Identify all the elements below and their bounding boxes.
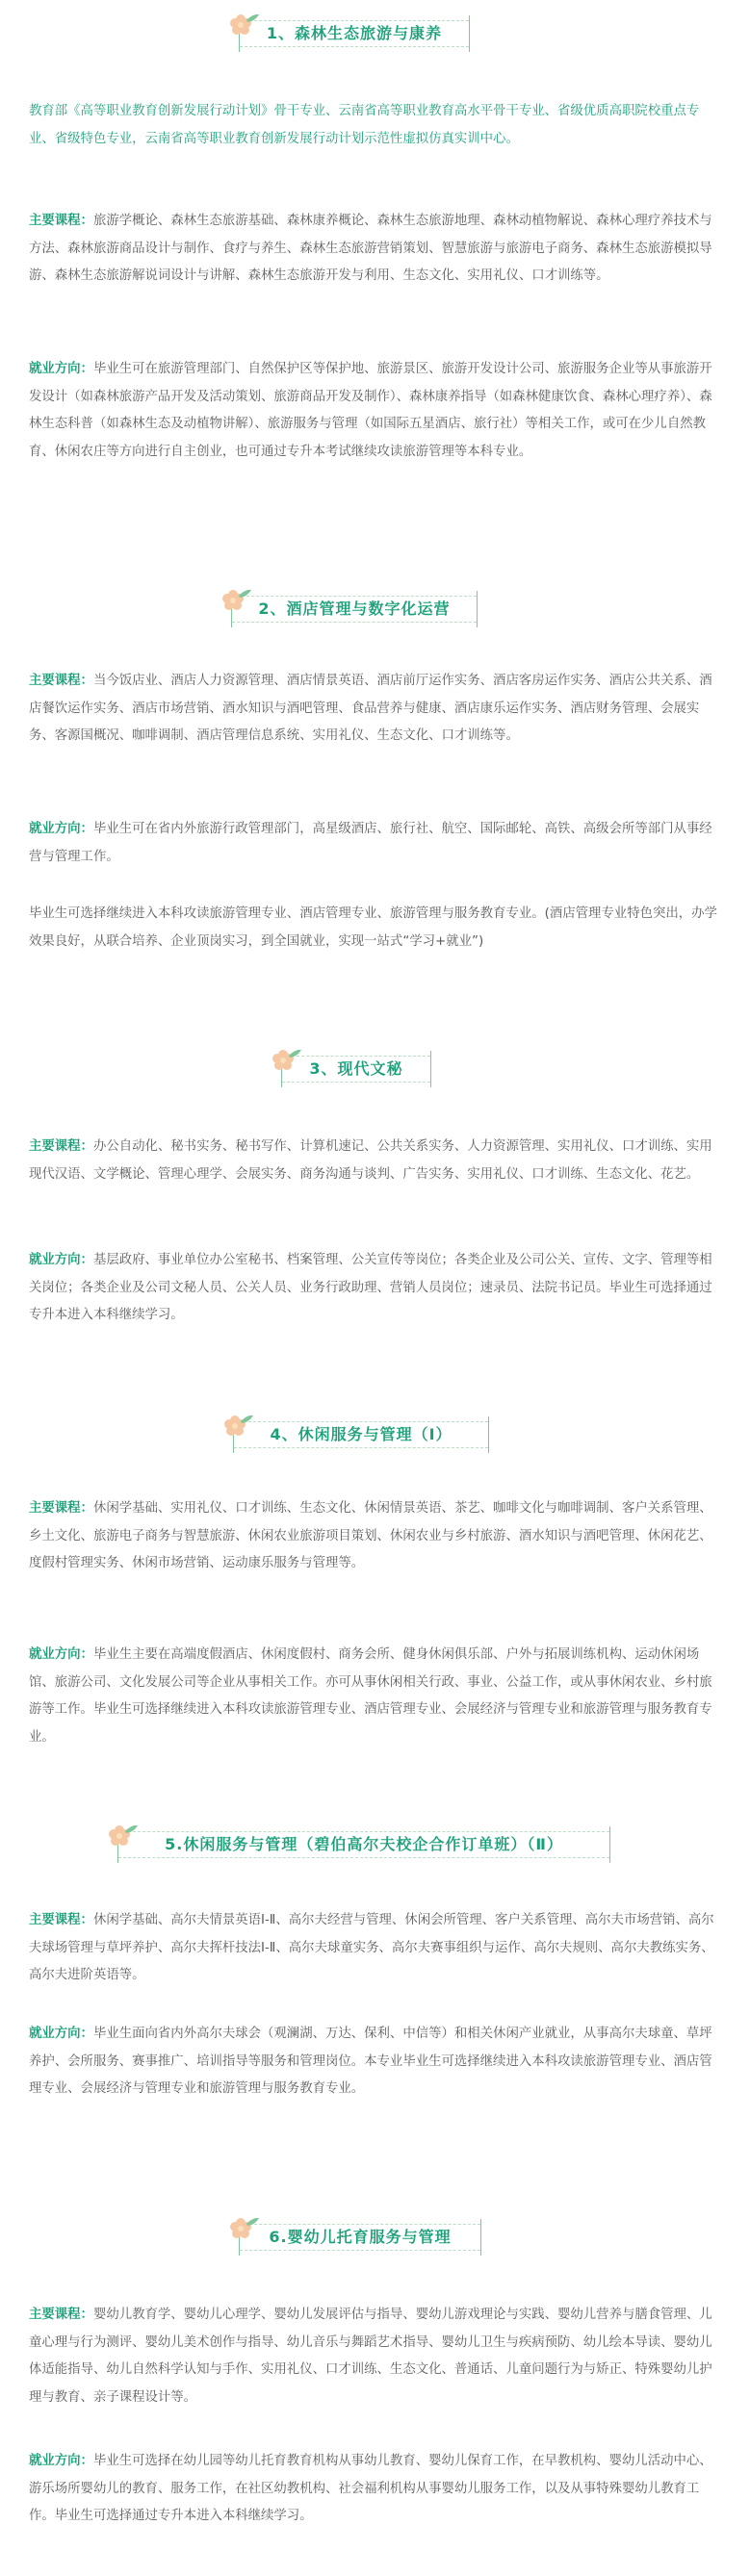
section-6-title: 6.婴幼儿托育服务与管理 xyxy=(269,2228,452,2246)
section-3-title: 3、现代文秘 xyxy=(309,1059,403,1078)
section-4-title: 4、休闲服务与管理（Ⅰ） xyxy=(270,1425,453,1443)
section-2-jobs xyxy=(29,816,724,871)
jobs-text: 毕业生主要在高端度假酒店、休闲度假村、商务会所、健身休闲俱乐部、户外与拓展训练机构、运动休闲场馆、旅游公司、文化发展公司等企业从事相关工作。亦可从事休闲相关行政、事业、公益工作，或从事休闲农业、乡村旅游等工作。毕业生可选择继续进入本科攻读旅游管理专业、酒店管理专业、会展经济与管理专业和旅游管理与服务教育专业。 xyxy=(29,1647,712,1745)
section-6-title-box xyxy=(239,2219,481,2256)
section-2-title: 2、酒店管理与数字化运营 xyxy=(258,599,451,618)
jobs-label: 就业方向： xyxy=(29,1647,93,1662)
section-1-courses xyxy=(29,208,724,291)
jobs-label: 就业方向： xyxy=(29,1253,93,1267)
jobs-label: 就业方向： xyxy=(29,2027,93,2041)
courses-label: 主要课程： xyxy=(29,1139,93,1154)
jobs-label: 就业方向： xyxy=(29,362,93,376)
courses-label: 主要课程： xyxy=(29,674,93,688)
courses-text: 当今饭店业、酒店人力资源管理、酒店情景英语、酒店前厅运作实务、酒店客房运作实务、酒店公共关系、酒店餐饮运作实务、酒店市场营销、酒水知识与酒吧管理、食品营养与健康、酒店康乐运作实务、酒店财务管理、会展实务、客源国概况、咖啡调制、酒店管理信息系统、实用礼仪、生态文化、口才训练等。 xyxy=(29,674,712,743)
jobs-text: 毕业生可在省内外旅游行政管理部门，高星级酒店、旅行社、航空、国际邮轮、高铁、高级会所等部门从事经营与管理工作。 xyxy=(29,822,712,864)
section-1-intro: 教育部《高等职业教育创新发展行动计划》骨干专业、云南省高等职业教育高水平骨干专业、省级优质高职院校重点专业、省级特色专业，云南省高等职业教育创新发展行动计划示范性虚拟仿真实训中心。 xyxy=(29,104,700,146)
section-4-header xyxy=(0,1407,750,1465)
courses-label: 主要课程： xyxy=(29,214,93,228)
section-6-header xyxy=(0,2209,750,2267)
courses-text: 办公自动化、秘书实务、秘书写作、计算机速记、公共关系实务、人力资源管理、实用礼仪、口才训练、实用现代汉语、文学概论、管理心理学、会展实务、商务沟通与谈判、广告实务、实用礼仪、口才训练、生态文化、花艺。 xyxy=(29,1139,712,1182)
section-2-header xyxy=(0,581,750,639)
section-4-jobs xyxy=(29,1642,724,1751)
jobs-label: 就业方向： xyxy=(29,2454,93,2468)
jobs-text: 毕业生可选择在幼儿园等幼儿托育教育机构从事幼儿教育、婴幼儿保育工作，在早教机构、婴幼儿活动中心、游乐场所婴幼儿的教育、服务工作，在社区幼教机构、社会福利机构从事婴幼儿服务工作，以及从事特殊婴幼儿教育工作。毕业生可选择通过专升本进入本科继续学习。 xyxy=(29,2454,712,2523)
courses-text: 休闲学基础、高尔夫情景英语Ⅰ-Ⅱ、高尔夫经营与管理、休闲会所管理、客户关系管理、高尔夫市场营销、高尔夫球场管理与草坪养护、高尔夫挥杆技法Ⅰ-Ⅱ、高尔夫球童实务、高尔夫赛事组织与运作、高尔夫规则、高尔夫教练实务、高尔夫进阶英语等。 xyxy=(29,1913,714,1982)
jobs-text: 基层政府、事业单位办公室秘书、档案管理、公关宣传等岗位；各类企业及公司公关、宣传、文字、管理等相关岗位；各类企业及公司文秘人员、公关人员、业务行政助理、营销人员岗位；速录员、法院书记员。毕业生可选择通过专升本进入本科继续学习。 xyxy=(29,1253,712,1322)
section-1-jobs xyxy=(29,356,724,466)
section-2-courses xyxy=(29,668,724,751)
section-6-courses xyxy=(29,2302,724,2411)
section-6-jobs xyxy=(29,2448,724,2531)
courses-label: 主要课程： xyxy=(29,1501,93,1516)
jobs-label: 就业方向： xyxy=(29,822,93,836)
courses-text: 休闲学基础、实用礼仪、口才训练、生态文化、休闲情景英语、茶艺、咖啡文化与咖啡调制、客户关系管理、乡土文化、旅游电子商务与智慧旅游、休闲农业旅游项目策划、休闲农业与乡村旅游、酒水知识与酒吧管理、休闲花艺、度假村管理实务、休闲市场营销、运动康乐服务与管理等。 xyxy=(29,1501,712,1570)
section-5-title: 5.休闲服务与管理（碧伯高尔夫校企合作订单班）（Ⅱ） xyxy=(165,1835,563,1853)
courses-label: 主要课程： xyxy=(29,2308,93,2322)
section-1-title-box xyxy=(239,15,470,52)
section-3-title-box xyxy=(281,1051,431,1087)
section-4-courses xyxy=(29,1495,724,1578)
section-5-title-box xyxy=(117,1826,610,1863)
section-2-title-box xyxy=(231,591,478,627)
jobs-text: 毕业生面向省内外高尔夫球会（观澜湖、万达、保利、中信等）和相关休闲产业就业，从事高尔夫球童、草坪养护、会所服务、赛事推广、培训指导等服务和管理岗位。本专业毕业生可选择继续进入本科攻读旅游管理专业、酒店管理专业、会展经济与管理专业和旅游管理与服务教育专业。 xyxy=(29,2027,712,2096)
section-3-header xyxy=(0,1041,750,1099)
section-3-courses xyxy=(29,1134,724,1188)
section-1-header xyxy=(0,6,750,64)
section-5-jobs xyxy=(29,2021,724,2104)
courses-text: 婴幼儿教育学、婴幼儿心理学、婴幼儿发展评估与指导、婴幼儿游戏理论与实践、婴幼儿营养与膳食管理、儿童心理与行为测评、婴幼儿美术创作与指导、幼儿音乐与舞蹈艺术指导、婴幼儿卫生与疾病预防、幼儿绘本导读、婴幼儿体适能指导、幼儿自然科学认知与手作、实用礼仪、口才训练、生态文化、普通话、儿童问题行为与矫正、特殊婴幼儿护理与教育、亲子课程设计等。 xyxy=(29,2308,712,2405)
section-1-title: 1、森林生态旅游与康养 xyxy=(266,24,443,42)
section-2-note: 毕业生可选择继续进入本科攻读旅游管理专业、酒店管理专业、旅游管理与服务教育专业。(酒店管理专业特色突出，办学效果良好，从联合培养、企业顶岗实习，到全国就业，实现一站式“学习+就业”) xyxy=(29,906,717,949)
section-4-title-box xyxy=(233,1416,489,1453)
section-5-courses xyxy=(29,1907,724,1990)
courses-label: 主要课程： xyxy=(29,1913,93,1927)
jobs-text: 毕业生可在旅游管理部门、自然保护区等保护地、旅游景区、旅游开发设计公司、旅游服务企业等从事旅游开发设计（如森林旅游产品开发及活动策划、旅游商品开发及制作）、森林康养指导（如森林健康饮食、森林心理疗养）、森林生态科普（如森林生态及动植物讲解）、旅游服务与管理（如国际五星酒店、旅行社）等相关工作，或可在少儿自然教育、休闲农庄等方向进行自主创业，也可通过专升本考试继续攻读旅游管理等本科专业。 xyxy=(29,362,712,459)
courses-text: 旅游学概论、森林生态旅游基础、森林康养概论、森林生态旅游地理、森林动植物解说、森林心理疗养技术与方法、森林旅游商品设计与制作、食疗与养生、森林生态旅游营销策划、智慧旅游与旅游电子商务、森林生态旅游模拟导游、森林生态旅游解说词设计与讲解、森林生态旅游开发与利用、生态文化、实用礼仪、口才训练等。 xyxy=(29,214,712,283)
section-5-header xyxy=(0,1817,750,1875)
section-3-jobs xyxy=(29,1247,724,1330)
